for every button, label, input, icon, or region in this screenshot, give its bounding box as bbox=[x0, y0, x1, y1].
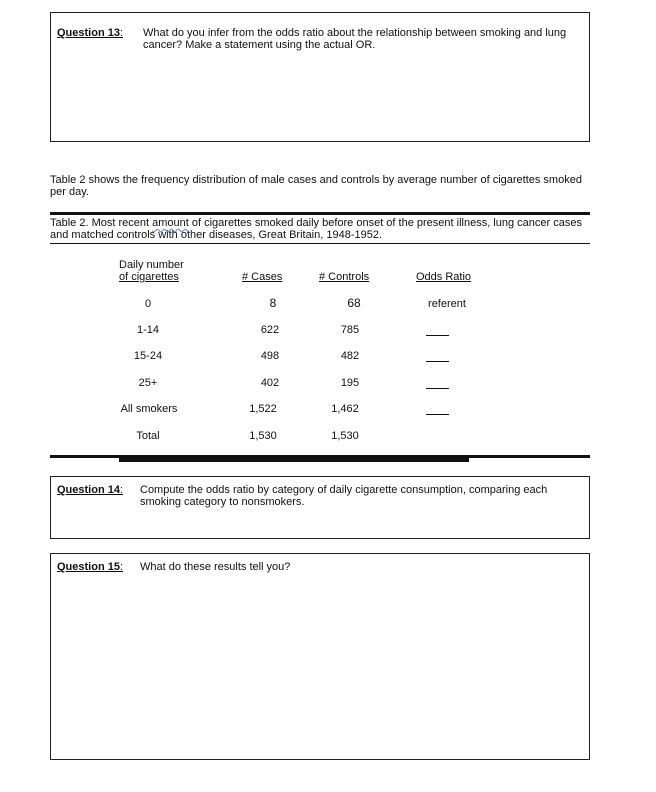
question-13-text: What do you infer from the odds ratio about the relationship between smoking and lung cancer? Make a statement using the actual OR. bbox=[143, 27, 567, 51]
row-5-cases: 1,530 bbox=[249, 430, 277, 442]
row-3-odds-ratio-blank[interactable] bbox=[426, 388, 449, 389]
row-2-controls: 482 bbox=[340, 350, 360, 362]
row-1-cases: 622 bbox=[260, 324, 280, 336]
header-daily-number: Daily number of cigarettes bbox=[119, 259, 184, 283]
row-0-cases: 8 bbox=[269, 296, 277, 310]
table-2-caption: Table 2. Most recent amount of cigarettes smoked daily before onset of the present illness, lung cancer cases and matched controls with other diseases, Great Britain, 1948-1952. bbox=[50, 217, 582, 241]
row-0-odds-ratio: referent bbox=[428, 298, 466, 310]
row-4-odds-ratio-blank[interactable] bbox=[426, 414, 449, 415]
question-15-text: What do these results tell you? bbox=[140, 561, 291, 573]
header-controls: # Controls bbox=[319, 271, 370, 283]
row-4-controls: 1,462 bbox=[331, 403, 359, 415]
question-14-label: Question 14: bbox=[57, 484, 124, 496]
row-4-cases: 1,522 bbox=[249, 403, 277, 415]
row-0-controls: 68 bbox=[347, 296, 361, 310]
row-5-controls: 1,530 bbox=[331, 430, 359, 442]
table-bottom-inner-rule bbox=[119, 458, 469, 462]
row-0-category: 0 bbox=[144, 298, 152, 310]
row-3-category: 25+ bbox=[138, 377, 158, 389]
row-3-controls: 195 bbox=[340, 377, 360, 389]
header-odds-ratio: Odds Ratio bbox=[416, 271, 472, 283]
row-1-category: 1-14 bbox=[136, 324, 160, 336]
row-2-category: 15-24 bbox=[133, 350, 163, 362]
row-1-controls: 785 bbox=[340, 324, 360, 336]
question-14-text: Compute the odds ratio by category of daily cigarette consumption, comparing each smoking category to nonsmokers. bbox=[140, 484, 548, 508]
spellcheck-marked-word: amount bbox=[152, 217, 189, 229]
table-2-intro-paragraph: Table 2 shows the frequency distribution of male cases and controls by average number of cigarettes smoked per day. bbox=[50, 174, 582, 198]
question-13-label: Question 13: bbox=[57, 27, 124, 39]
header-cases: # Cases bbox=[242, 271, 283, 283]
question-15-answer-box[interactable] bbox=[50, 553, 590, 760]
row-1-odds-ratio-blank[interactable] bbox=[426, 335, 449, 336]
row-5-category: Total bbox=[136, 430, 160, 442]
table-top-rule bbox=[50, 212, 590, 215]
question-15-label: Question 15: bbox=[57, 561, 124, 573]
caption-bottom-rule bbox=[50, 243, 590, 244]
row-3-cases: 402 bbox=[260, 377, 280, 389]
row-2-odds-ratio-blank[interactable] bbox=[426, 361, 449, 362]
row-2-cases: 498 bbox=[260, 350, 280, 362]
row-4-category: All smokers bbox=[120, 403, 178, 415]
